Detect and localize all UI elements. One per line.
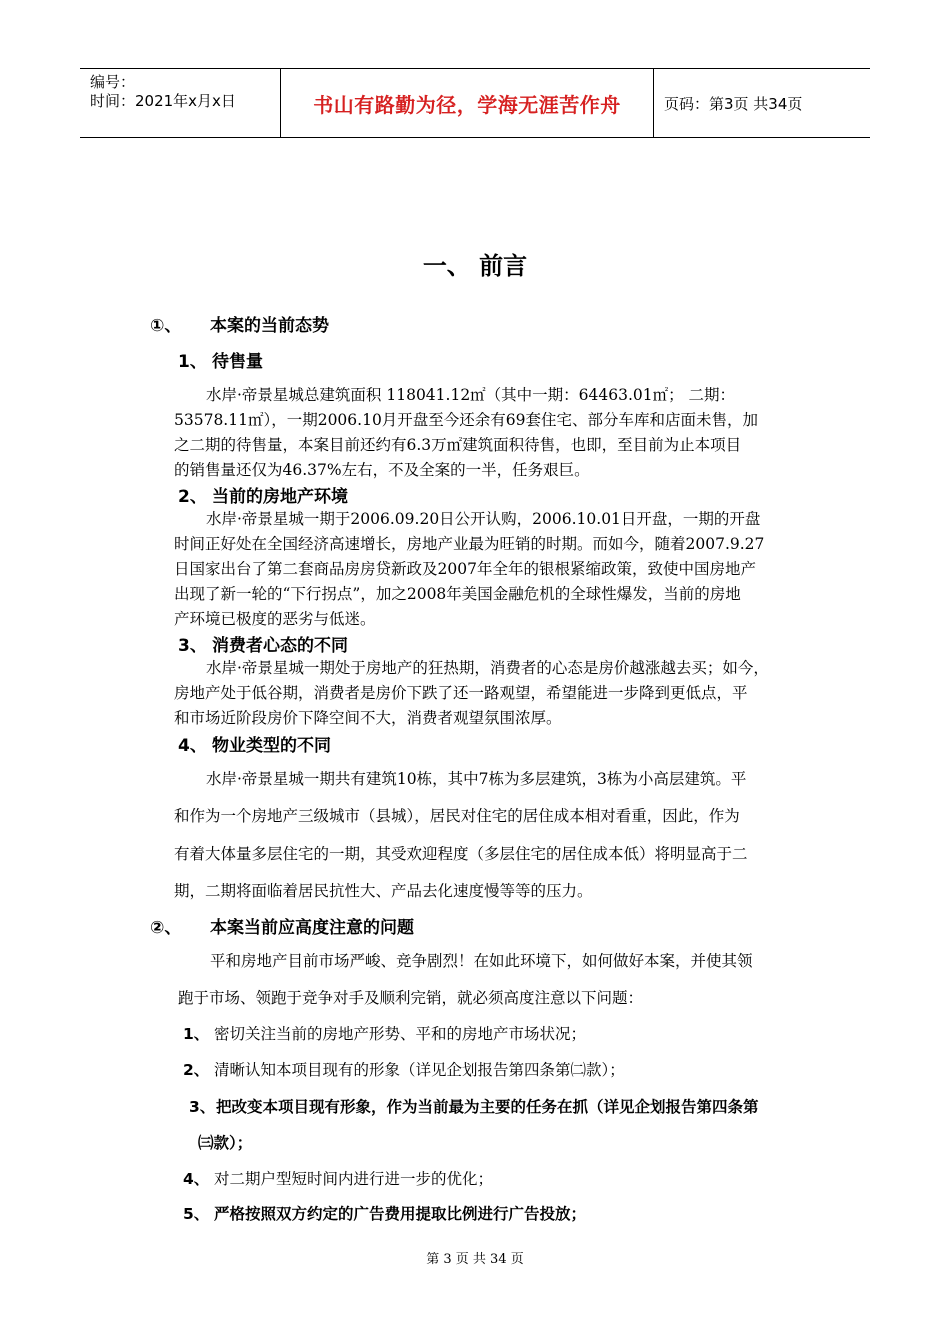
- item-3-line: 水岸·帝景星城一期处于房地产的狂热期，消费者的心态是房价越涨越去买；如今，: [206, 659, 769, 677]
- item-1-line: 之二期的待售量，本案目前还约有6.3万㎡建筑面积待售，也即，至目前为止本项目: [174, 436, 742, 454]
- item-2-number: 2、: [178, 487, 207, 507]
- point-4-number: 4、: [183, 1170, 210, 1188]
- item-1-line: 的销售量还仅为46.37%左右，不及全案的一半，任务艰巨。: [174, 461, 590, 479]
- item-3-number: 3、: [178, 636, 207, 656]
- section-2-intro-line: 跑于市场、领跑于竞争对手及顺利完销，就必须高度注意以下问题：: [178, 989, 644, 1007]
- header-meta: [80, 69, 281, 137]
- item-4-line: 期，二期将面临着居民抗性大、产品去化速度慢等等的压力。: [174, 882, 593, 900]
- item-4-line: 和作为一个房地产三级城市（县城），居民对住宅的居住成本相对看重，因此，作为: [174, 807, 740, 825]
- point-3-text: 把改变本项目现有形象，作为当前最为主要的任务在抓（详见企划报告第四条第: [216, 1098, 759, 1116]
- item-2-line: 时间正好处在全国经济高速增长，房地产业最为旺销的时期。而如今，随着2007.9.27: [174, 535, 765, 553]
- point-2-text: 清晰认知本项目现有的形象（详见企划报告第四条第㈡款）；: [214, 1061, 625, 1079]
- item-4-line: 有着大体量多层住宅的一期，其受欢迎程度（多层住宅的居住成本低）将明显高于二: [174, 845, 748, 863]
- item-2-line: 产环境已极度的恶劣与低迷。: [174, 610, 376, 628]
- header-page-info: 页码：第3页 共34页: [664, 94, 803, 113]
- point-5-number: 5、: [183, 1205, 210, 1223]
- section-2-heading: 本案当前应高度注意的问题: [210, 918, 414, 938]
- item-2-line: 水岸·帝景星城一期于2006.09.20日公开认购，2006.10.01日开盘，一期的开盘: [206, 510, 761, 528]
- page-header: [80, 68, 870, 138]
- point-2-number: 2、: [183, 1061, 210, 1079]
- item-2-line: 出现了新一轮的“下行拐点”，加之2008年美国金融危机的全球性爆发，当前的房地: [174, 585, 741, 603]
- item-1-line: 53578.11㎡），一期2006.10月开盘至今还余有69套住宅、部分车库和店面未售，加: [174, 411, 759, 429]
- point-3-text-continued: ㈢款）；: [198, 1134, 253, 1152]
- document-number-label: 编号：: [90, 73, 136, 91]
- item-3-line: 和市场近阶段房价下降空间不大，消费者观望氛围浓厚。: [174, 709, 562, 727]
- item-3-heading: 消费者心态的不同: [212, 636, 348, 656]
- item-1-heading: 待售量: [212, 352, 263, 372]
- item-1-number: 1、: [178, 352, 207, 372]
- page-title: 一、 前言: [422, 252, 528, 280]
- page-footer: 第 3 页 共 34 页: [426, 1252, 524, 1267]
- point-4-text: 对二期户型短时间内进行进一步的优化；: [214, 1170, 494, 1188]
- point-1-text: 密切关注当前的房地产形势、平和的房地产市场状况；: [214, 1025, 587, 1043]
- document-date: 时间：2021年x月x日: [90, 92, 236, 110]
- point-3-number: 3、: [189, 1098, 216, 1116]
- item-4-line: 水岸·帝景星城一期共有建筑10栋，其中7栋为多层建筑，3栋为小高层建筑。平: [206, 770, 747, 788]
- item-4-number: 4、: [178, 736, 207, 756]
- point-5-text: 严格按照双方约定的广告费用提取比例进行广告投放；: [214, 1205, 587, 1223]
- item-2-line: 日国家出台了第二套商品房房贷新政及2007年全年的银根紧缩政策，致使中国房地产: [174, 560, 756, 578]
- item-2-heading: 当前的房地产环境: [212, 487, 348, 507]
- item-1-line: 水岸·帝景星城总建筑面积 118041.12㎡（其中一期：64463.01㎡； 二期：: [206, 386, 736, 404]
- section-2-intro-line: 平和房地产目前市场严峻、竞争剧烈！在如此环境下，如何做好本案，并使其领: [210, 952, 753, 970]
- section-1-marker: ①、: [150, 316, 182, 336]
- point-1-number: 1、: [183, 1025, 210, 1043]
- header-motto: 书山有路勤为径，学海无涯苦作舟: [281, 69, 654, 137]
- item-4-heading: 物业类型的不同: [212, 736, 331, 756]
- section-2-marker: ②、: [150, 918, 182, 938]
- item-3-line: 房地产处于低谷期，消费者是房价下跌了还一路观望，希望能进一步降到更低点，平: [174, 684, 748, 702]
- section-1-heading: 本案的当前态势: [210, 316, 329, 336]
